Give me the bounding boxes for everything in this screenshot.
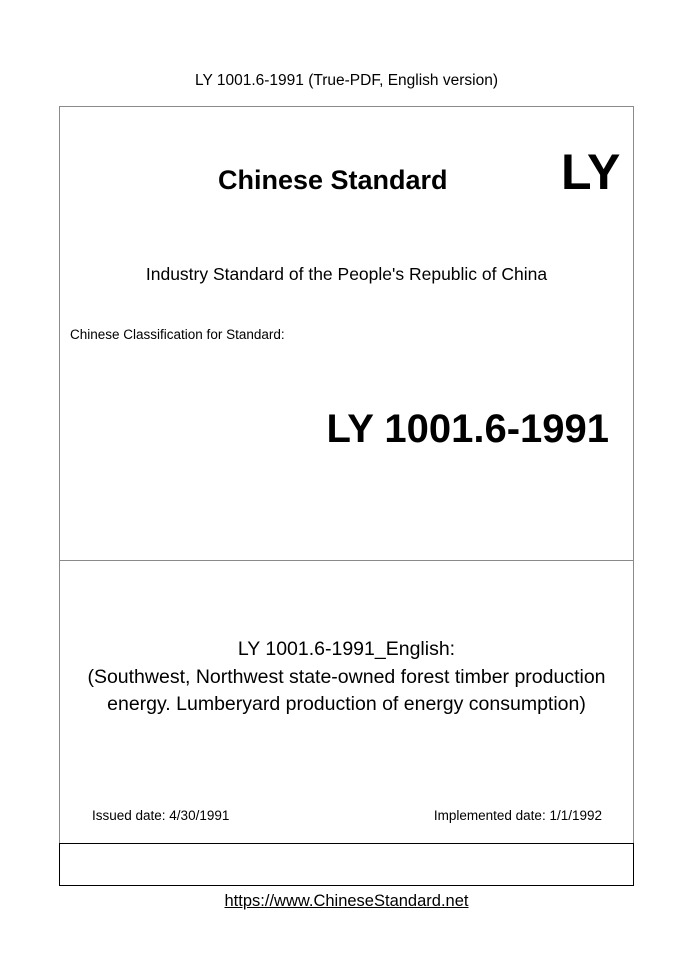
website-link[interactable]: https://www.ChineseStandard.net: [224, 892, 469, 910]
agency-code: LY: [561, 144, 621, 200]
document-header: LY 1001.6-1991 (True-PDF, English version): [195, 72, 498, 89]
implemented-date: Implemented date: 1/1/1992: [433, 808, 602, 823]
bottom-box: [59, 843, 634, 886]
description-line-1: LY 1001.6-1991_English:: [237, 638, 456, 660]
classification-label: Chinese Classification for Standard:: [70, 327, 285, 342]
standard-number: LY 1001.6-1991: [326, 407, 609, 451]
description-line-3: energy. Lumberyard production of energy consumption): [107, 693, 586, 715]
issued-date: Issued date: 4/30/1991: [92, 808, 230, 823]
cover-title: Chinese Standard: [218, 165, 448, 195]
cover-subtitle: Industry Standard of the People's Republic of China: [145, 264, 548, 284]
footer: [0, 892, 693, 911]
document-description: [60, 636, 633, 719]
description-line-2: (Southwest, Northwest state-owned forest timber production: [87, 665, 606, 688]
